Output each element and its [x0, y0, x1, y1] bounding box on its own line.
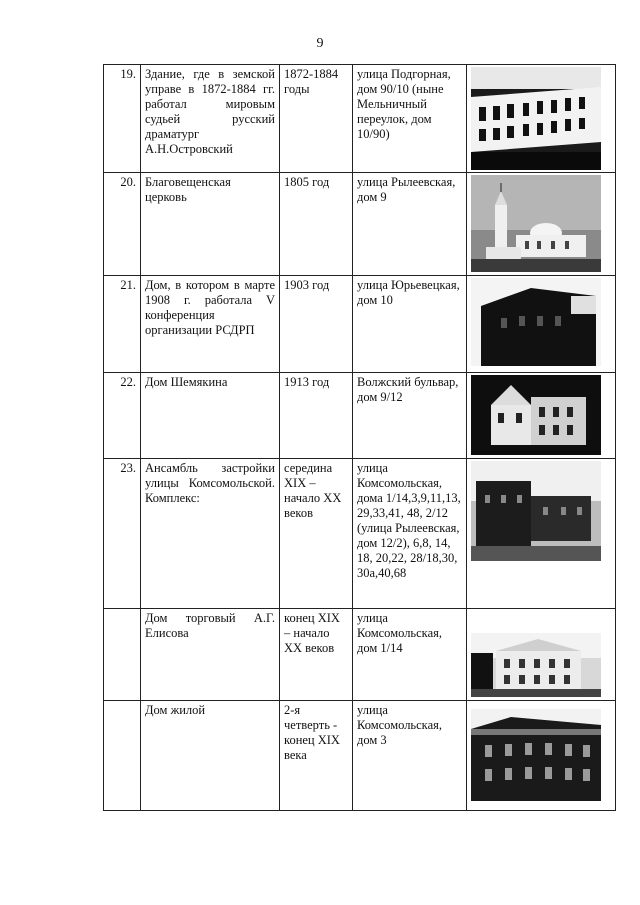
residential-house-photo — [471, 709, 601, 801]
object-name: Дом, в котором в марте 1908 г. работала V конференция организации РСДРП — [141, 276, 280, 373]
table-row — [104, 173, 616, 276]
table-row — [104, 459, 616, 609]
row-number: 23. — [104, 459, 141, 609]
object-address: улица Подгорная, дом 90/10 (ныне Мельничный переулок, дом 10/90) — [353, 65, 467, 173]
object-date: середина XIX – начало XX веков — [280, 459, 353, 609]
object-address: Волжский бульвар, дом 9/12 — [353, 373, 467, 459]
church-with-bell-tower-photo — [471, 175, 601, 272]
object-date: 1903 год — [280, 276, 353, 373]
table-row — [104, 276, 616, 373]
row-number: 20. — [104, 173, 141, 276]
object-name: Ансамбль застройки улицы Комсомольской. Комплекс: — [141, 459, 280, 609]
object-name: Дом жилой — [141, 701, 280, 811]
object-address: улица Юрьевецкая, дом 10 — [353, 276, 467, 373]
row-number: 21. — [104, 276, 141, 373]
street-buildings-photo — [471, 461, 601, 561]
object-name: Дом Шемякина — [141, 373, 280, 459]
object-date: 1872-1884 годы — [280, 65, 353, 173]
merchant-house-photo — [471, 633, 601, 697]
object-name: Дом торговый А.Г. Елисова — [141, 609, 280, 701]
object-address: улица Комсомольская, дом 1/14 — [353, 609, 467, 701]
object-date: 2-я четверть - конец XIX века — [280, 701, 353, 811]
row-number — [104, 701, 141, 811]
page-number: 9 — [316, 36, 324, 51]
table-row — [104, 65, 616, 173]
object-date: конец XIX – начало XX веков — [280, 609, 353, 701]
row-number: 19. — [104, 65, 141, 173]
table-row — [104, 701, 616, 811]
long-administrative-building-photo — [471, 67, 601, 170]
table-row — [104, 609, 616, 701]
object-date: 1805 год — [280, 173, 353, 276]
object-date: 1913 год — [280, 373, 353, 459]
table-row — [104, 373, 616, 459]
dark-two-storey-house-photo — [471, 278, 601, 366]
heritage-register-table — [103, 64, 616, 811]
mansion-with-gable-photo — [471, 375, 601, 455]
object-name: Благовещенская церковь — [141, 173, 280, 276]
object-address: улица Комсомольская, дома 1/14,3,9,11,13, 29,33,41, 48, 2/12 (улица Рылеевская, дом 12/2), 6,8, 14, 18, 20,22, 28/18,30, 30а,40,68 — [353, 459, 467, 609]
row-number: 22. — [104, 373, 141, 459]
object-name: Здание, где в земской управе в 1872-1884 гг. работал мировым судьей русский драматург А.Н.Островский — [141, 65, 280, 173]
object-address: улица Рылеевская, дом 9 — [353, 173, 467, 276]
row-number — [104, 609, 141, 701]
object-address: улица Комсомольская, дом 3 — [353, 701, 467, 811]
